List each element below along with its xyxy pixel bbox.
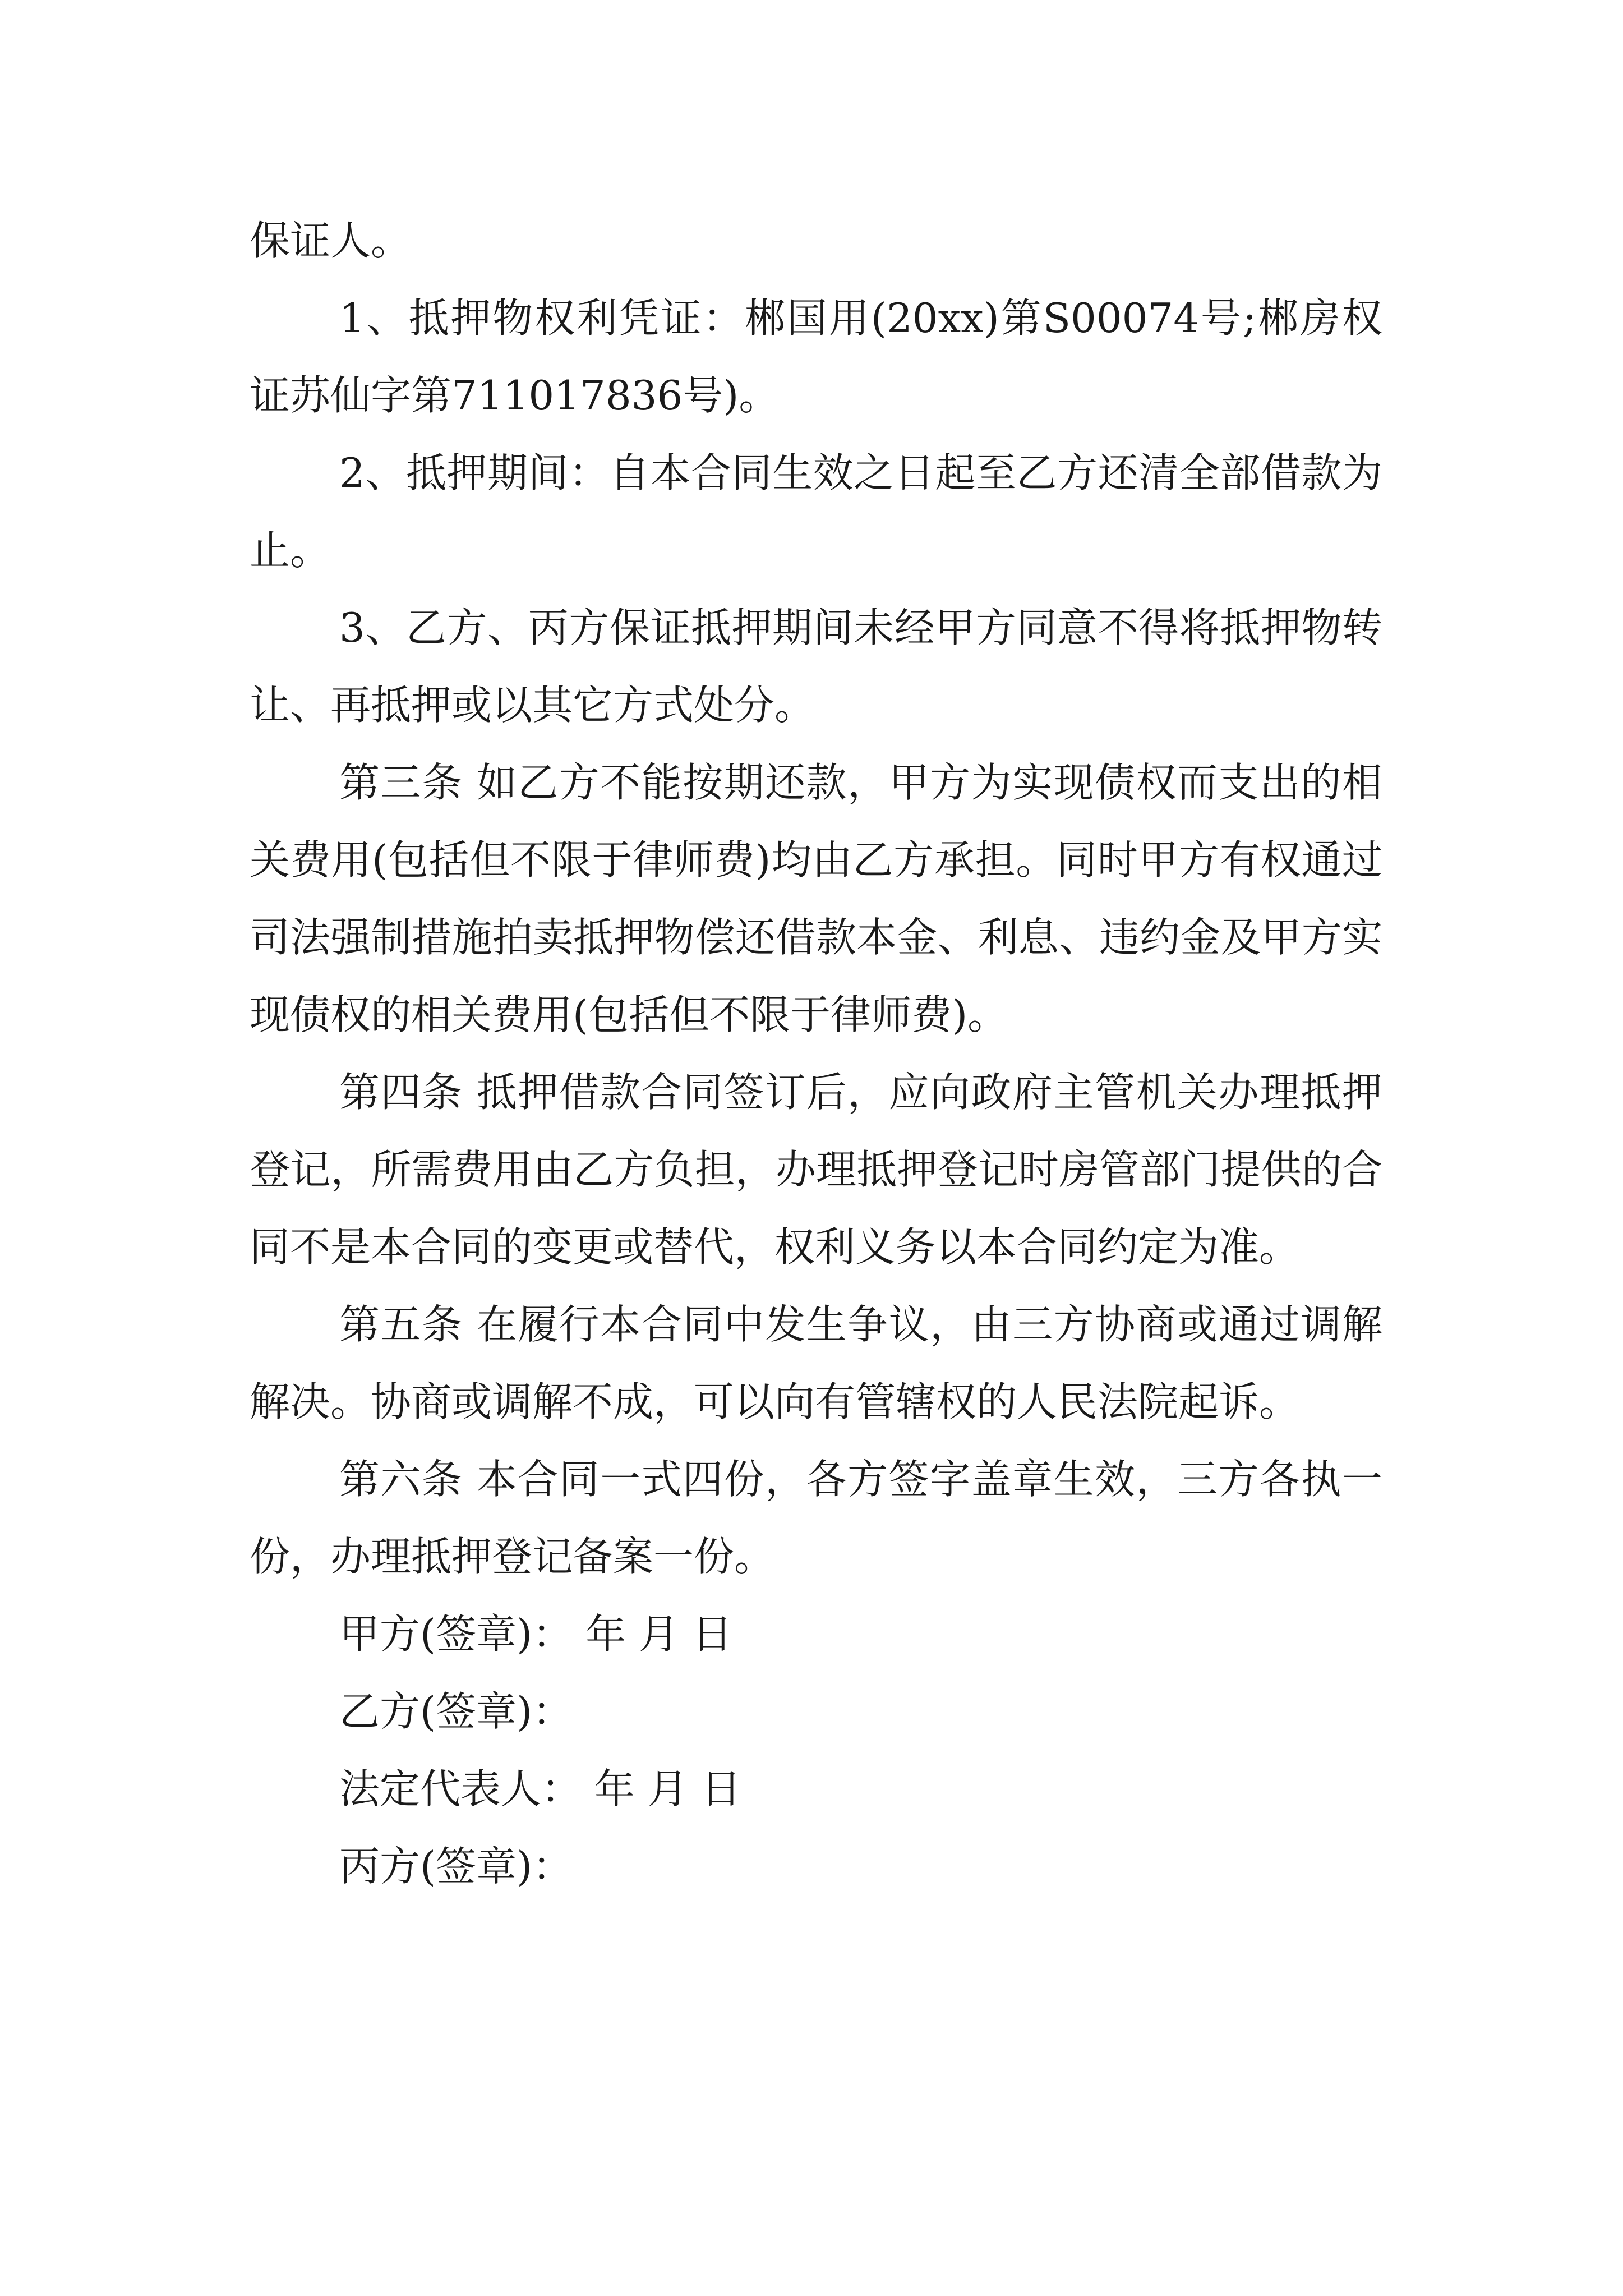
signature-party-b: 乙方(签章)： xyxy=(339,1688,573,1735)
article-four: 第四条 抵押借款合同签订后，应向政府主管机关办理抵押登记，所需费用由乙方负担，办理抵押登记时房管部门提供的合同不是本合同的变更或替代，权利义务以本合同约定为准。 xyxy=(250,1069,1382,1271)
article-five: 第五条 在履行本合同中发生争议，由三方协商或通过调解解决。协商或调解不成，可以向有管辖权的人民法院起诉。 xyxy=(250,1301,1382,1425)
contract-body xyxy=(250,202,1382,1905)
article-six: 第六条 本合同一式四份，各方签字盖章生效，三方各执一份，办理抵押登记备案一份。 xyxy=(250,1456,1382,1580)
paragraph-guarantor-tail: 保证人。 xyxy=(250,217,412,264)
paragraph-mortgage-certificate: 1、抵押物权利凭证：郴国用(20xx)第S00074号;郴房权证苏仙字第711017836号)。 xyxy=(250,295,1382,419)
signature-party-a: 甲方(签章)： 年 月 日 xyxy=(339,1611,732,1658)
paragraph-mortgage-restriction: 3、乙方、丙方保证抵押期间未经甲方同意不得将抵押物转让、再抵押或以其它方式处分。 xyxy=(250,604,1382,729)
signature-legal-representative: 法定代表人： 年 月 日 xyxy=(339,1765,741,1812)
signature-party-c: 丙方(签章)： xyxy=(339,1843,573,1890)
paragraph-mortgage-period: 2、抵押期间：自本合同生效之日起至乙方还清全部借款为止。 xyxy=(250,449,1382,574)
article-three: 第三条 如乙方不能按期还款，甲方为实现债权而支出的相关费用(包括但不限于律师费)均由乙方承担。同时甲方有权通过司法强制措施拍卖抵押物偿还借款本金、利息、违约金及甲方实现债权的相关费用(包括但不限于律师费)。 xyxy=(250,759,1382,1038)
